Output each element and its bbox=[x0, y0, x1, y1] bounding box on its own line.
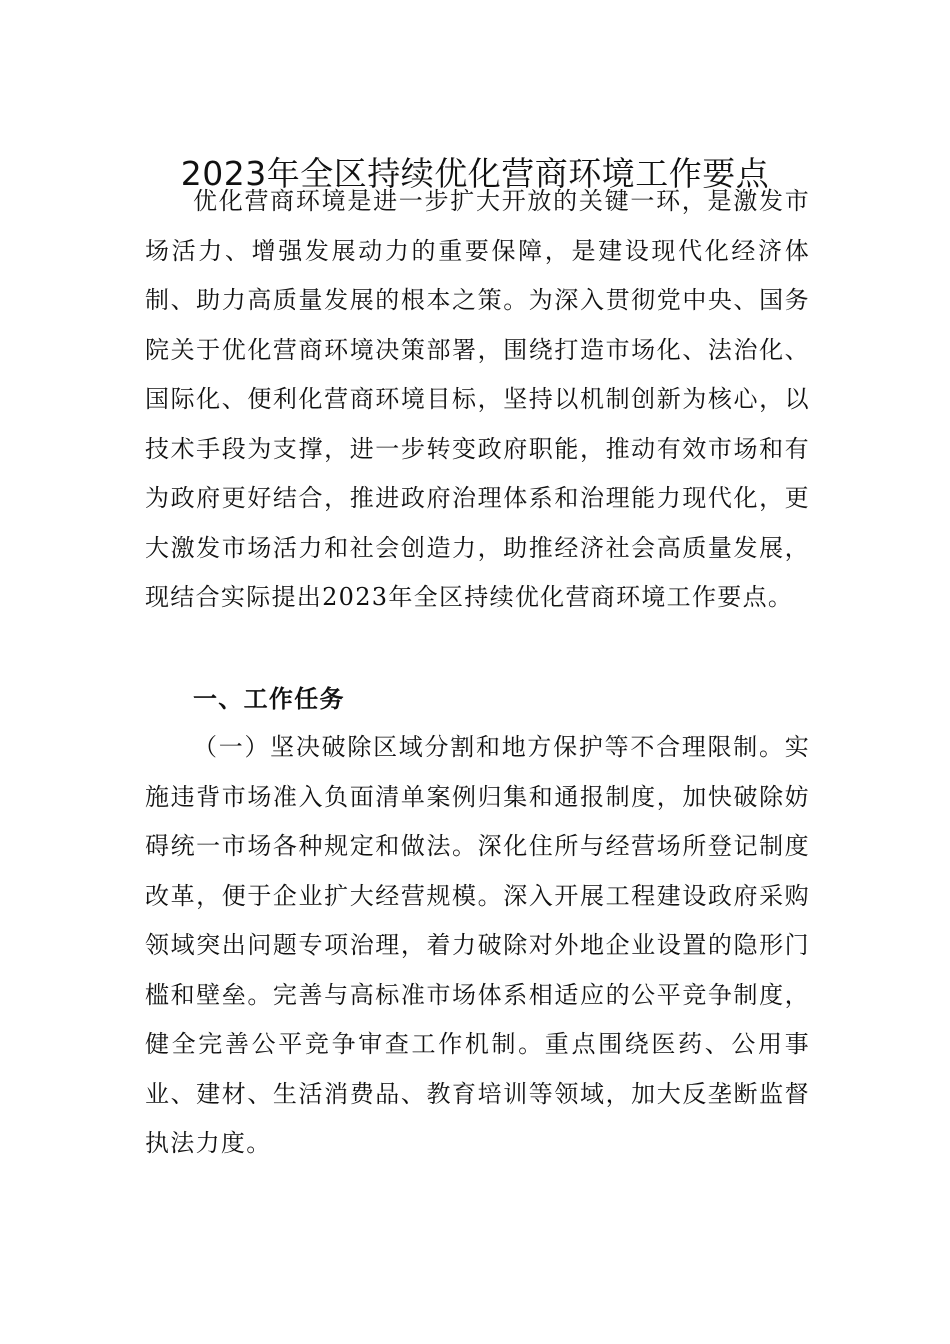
section-heading: 一、工作任务 bbox=[193, 685, 345, 713]
intro-paragraph: 优化营商环境是进一步扩大开放的关键一环，是激发市场活力、增强发展动力的重要保障，是建设现代化经济体制、助力高质量发展的根本之策。为深入贯彻党中央、国务院关于优化营商环境决策部署，围绕打造市场化、法治化、国际化、便利化营商环境目标，坚持以机制创新为核心，以技术手段为支撑，进一步转变政府职能，推动有效市场和有为政府更好结合，推进政府治理体系和治理能力现代化，更大激发市场活力和社会创造力，助推经济社会高质量发展，现结合实际提出2023年全区持续优化营商环境工作要点。 bbox=[145, 187, 810, 611]
document-title: 2023年全区持续优化营商环境工作要点 bbox=[180, 154, 770, 194]
task-1-paragraph: （一）坚决破除区域分割和地方保护等不合理限制。实施违背市场准入负面清单案例归集和通报制度，加快破除妨碍统一市场各种规定和做法。深化住所与经营场所登记制度改革，便于企业扩大经营规模。深入开展工程建设政府采购领域突出问题专项治理，着力破除对外地企业设置的隐形门槛和壁垒。完善与高标准市场体系相适应的公平竞争制度，健全完善公平竞争审查工作机制。重点围绕医药、公用事业、建材、生活消费品、教育培训等领域，加大反垄断监督执法力度。 bbox=[145, 733, 810, 1157]
